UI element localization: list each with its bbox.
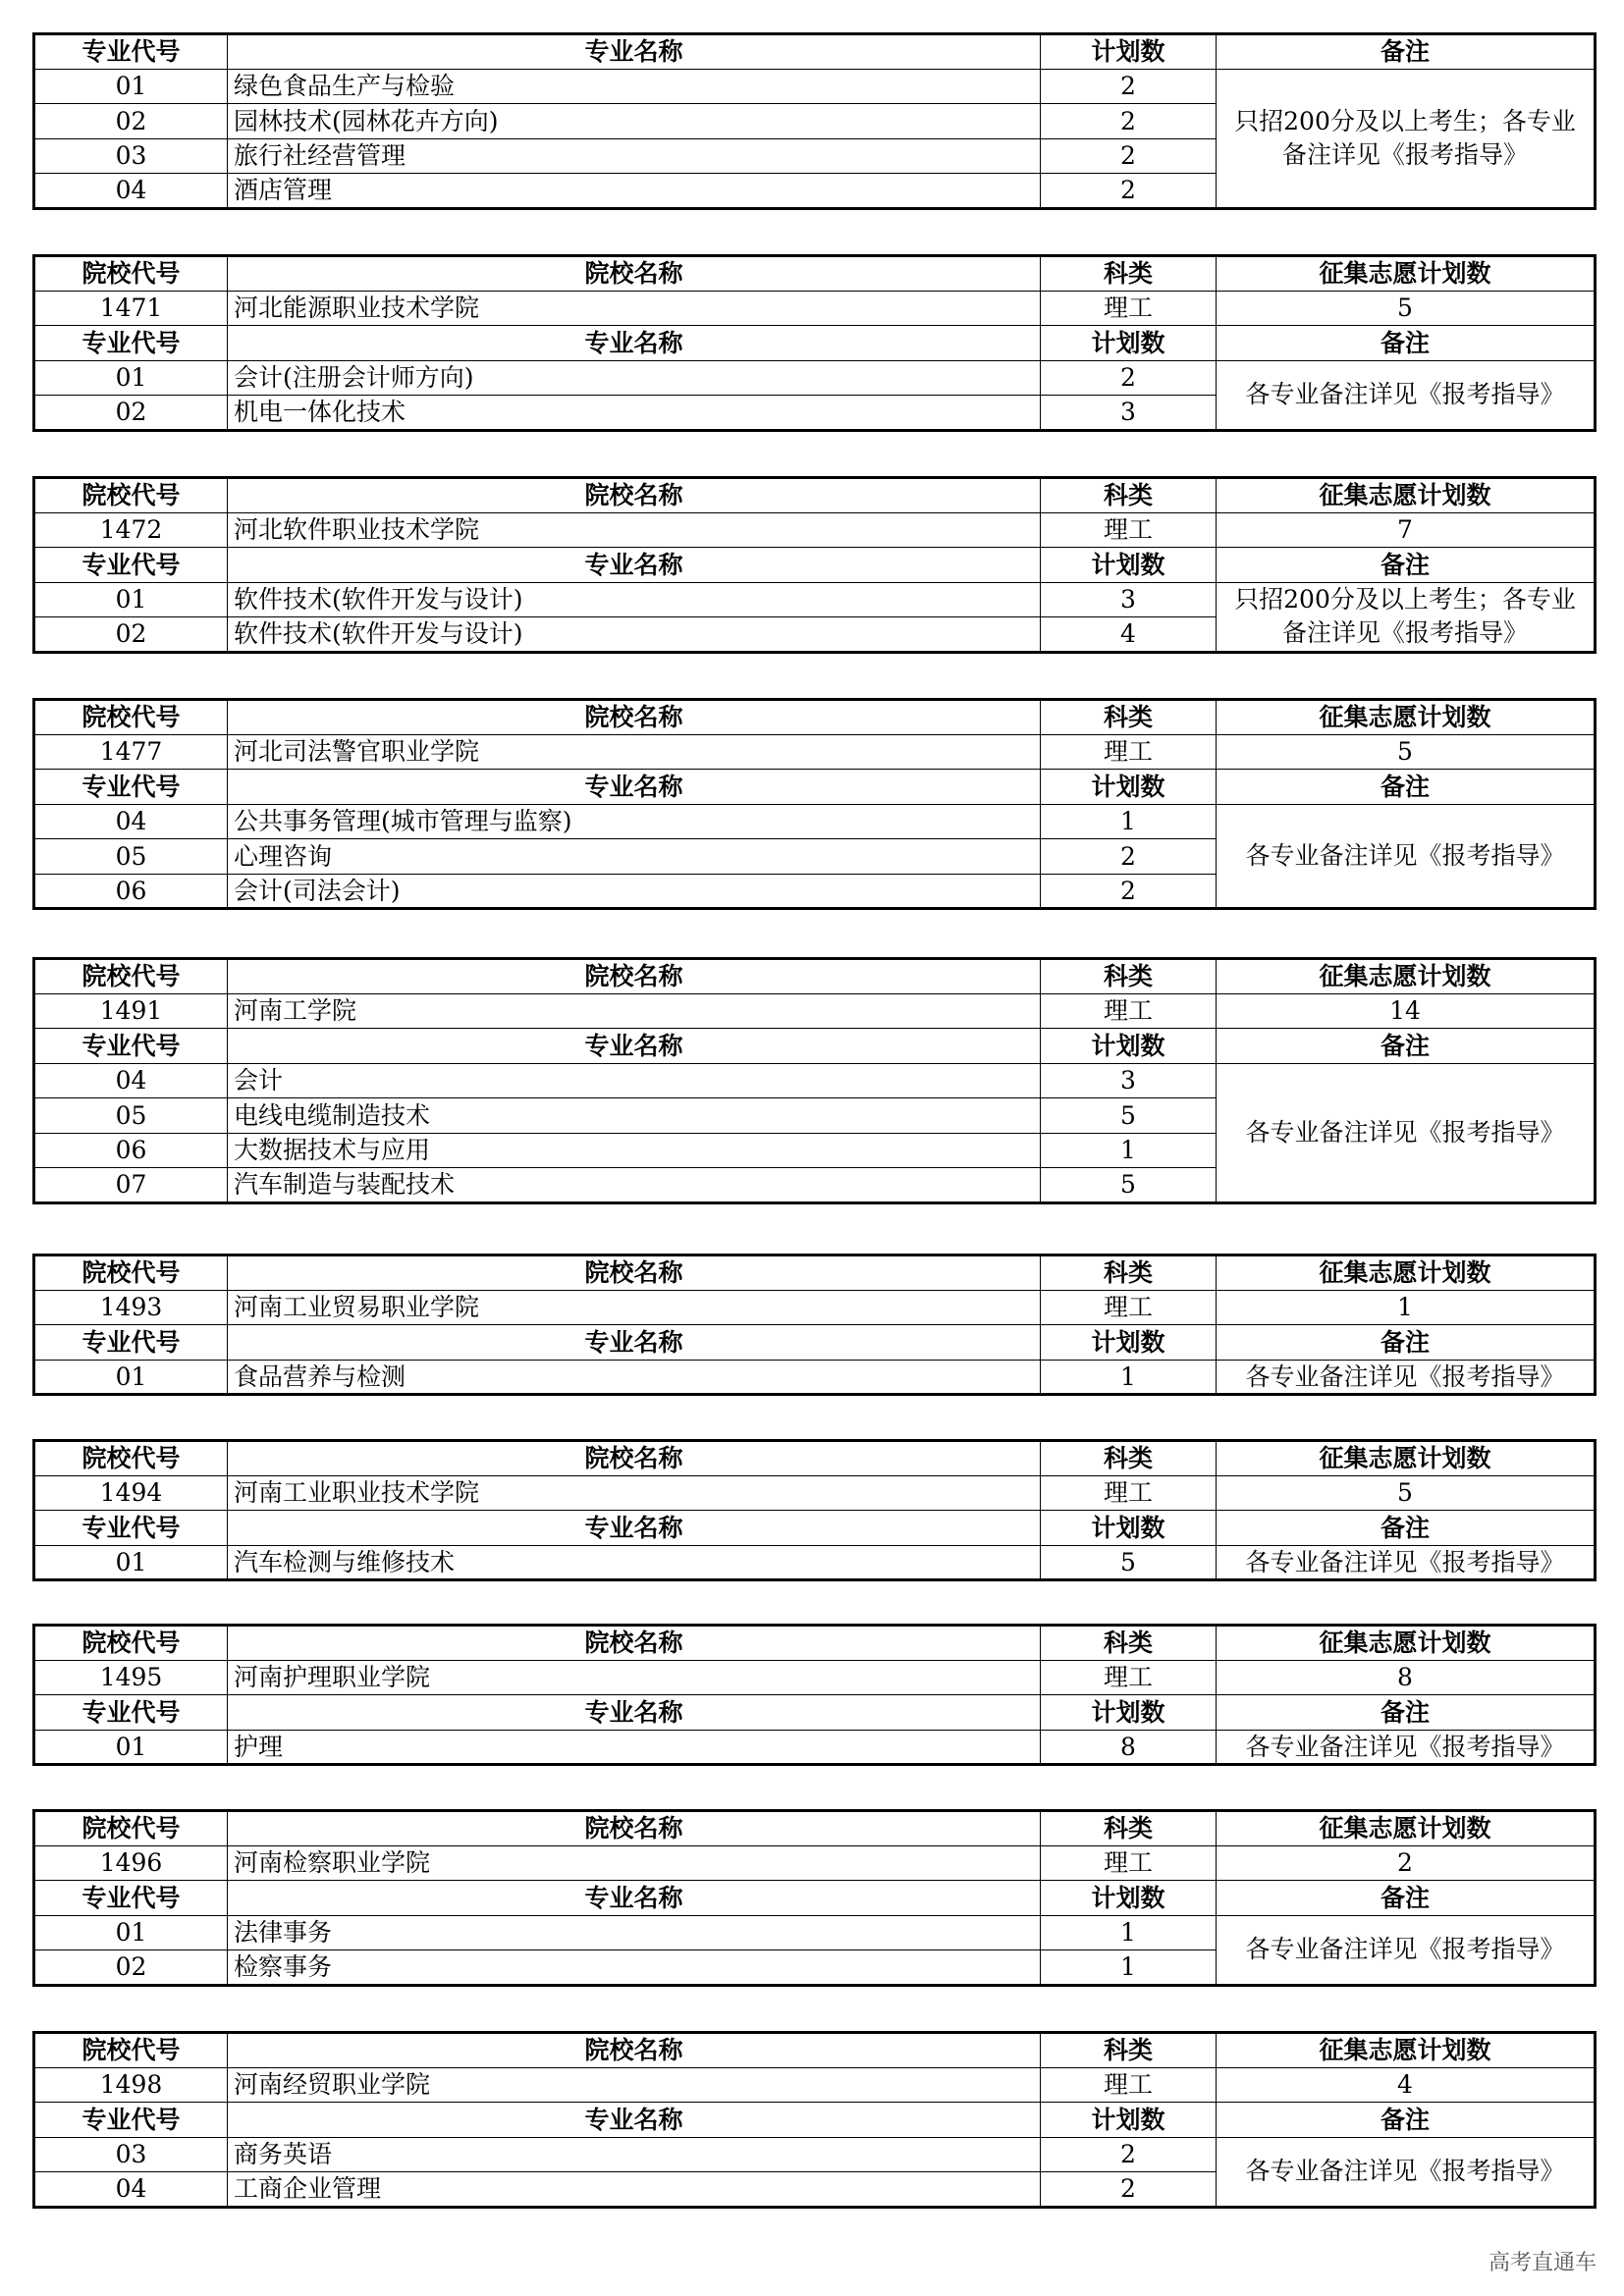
major-name: 电线电缆制造技术 [228, 1098, 1041, 1134]
category-header: 科类 [1041, 700, 1217, 735]
school-name-header: 院校名称 [228, 2033, 1041, 2068]
major-code: 04 [34, 1063, 228, 1098]
school-code-header: 院校代号 [34, 1626, 228, 1661]
school-code-header: 院校代号 [34, 1811, 228, 1846]
major-plan: 2 [1041, 69, 1217, 104]
school-name: 河北司法警官职业学院 [228, 734, 1041, 770]
school-row [34, 734, 1596, 770]
remark-header: 备注 [1217, 1695, 1596, 1731]
school-plan-total: 7 [1217, 512, 1596, 548]
major-plan: 5 [1041, 1168, 1217, 1203]
major-row [34, 582, 1596, 617]
major-plan: 2 [1041, 360, 1217, 396]
major-code: 01 [34, 1360, 228, 1395]
major-plan: 2 [1041, 2137, 1217, 2172]
school-plan-total: 8 [1217, 1660, 1596, 1695]
major-code: 02 [34, 104, 228, 139]
school-code: 1472 [34, 512, 228, 548]
remark-cell: 各专业备注详见《报考指导》 [1217, 1915, 1596, 1985]
major-row [34, 1915, 1596, 1950]
plan-total-header: 征集志愿计划数 [1217, 2033, 1596, 2068]
plan-total-header: 征集志愿计划数 [1217, 1811, 1596, 1846]
major-plan: 2 [1041, 104, 1217, 139]
plan-total-header: 征集志愿计划数 [1217, 1626, 1596, 1661]
school-name: 河南工学院 [228, 993, 1041, 1029]
remark-cell: 各专业备注详见《报考指导》 [1217, 360, 1596, 430]
school-header-row [34, 1626, 1596, 1661]
admission-block [32, 1254, 1597, 1396]
major-name: 公共事务管理(城市管理与监察) [228, 804, 1041, 839]
major-plan: 5 [1041, 1098, 1217, 1134]
major-plan: 3 [1041, 396, 1217, 431]
major-name-header: 专业名称 [228, 1695, 1041, 1731]
remark-cell: 只招200分及以上考生；各专业备注详见《报考指导》 [1217, 582, 1596, 652]
remark-cell: 各专业备注详见《报考指导》 [1217, 1545, 1596, 1580]
major-header-row [34, 1029, 1596, 1064]
admission-block [32, 1624, 1597, 1766]
school-name-header: 院校名称 [228, 1626, 1041, 1661]
remark-header: 备注 [1217, 770, 1596, 805]
major-plan: 2 [1041, 839, 1217, 875]
major-name: 软件技术(软件开发与设计) [228, 582, 1041, 617]
plan-header: 计划数 [1041, 1881, 1217, 1916]
major-name: 会计(司法会计) [228, 874, 1041, 909]
major-row [34, 360, 1596, 396]
major-name: 绿色食品生产与检验 [228, 69, 1041, 104]
major-name: 护理 [228, 1730, 1041, 1765]
category-header: 科类 [1041, 1626, 1217, 1661]
major-name-header: 专业名称 [228, 1511, 1041, 1546]
school-header-row [34, 478, 1596, 513]
major-row [34, 2137, 1596, 2172]
school-code: 1495 [34, 1660, 228, 1695]
remark-header: 备注 [1217, 1881, 1596, 1916]
remark-cell: 各专业备注详见《报考指导》 [1217, 1730, 1596, 1765]
major-code-header: 专业代号 [34, 770, 228, 805]
remark-header: 备注 [1217, 1325, 1596, 1361]
major-name: 工商企业管理 [228, 2172, 1041, 2208]
major-header-row [34, 1695, 1596, 1731]
major-code: 03 [34, 138, 228, 174]
school-category: 理工 [1041, 512, 1217, 548]
major-plan: 2 [1041, 874, 1217, 909]
school-code: 1496 [34, 1845, 228, 1881]
school-name-header: 院校名称 [228, 478, 1041, 513]
major-code-header: 专业代号 [34, 326, 228, 361]
school-plan-total: 5 [1217, 1475, 1596, 1511]
school-header-row [34, 700, 1596, 735]
major-row [34, 1545, 1596, 1580]
major-row [34, 69, 1596, 104]
school-code: 1477 [34, 734, 228, 770]
school-category: 理工 [1041, 1845, 1217, 1881]
school-code-header: 院校代号 [34, 256, 228, 292]
school-name: 河南工业职业技术学院 [228, 1475, 1041, 1511]
major-plan: 3 [1041, 1063, 1217, 1098]
remark-header: 备注 [1217, 1029, 1596, 1064]
school-name-header: 院校名称 [228, 1255, 1041, 1291]
school-code-header: 院校代号 [34, 478, 228, 513]
major-code-header: 专业代号 [34, 548, 228, 583]
school-code-header: 院校代号 [34, 959, 228, 994]
school-code: 1498 [34, 2067, 228, 2103]
plan-header: 计划数 [1041, 1695, 1217, 1731]
school-header-row [34, 1441, 1596, 1476]
major-header-row [34, 1325, 1596, 1361]
school-plan-total: 5 [1217, 291, 1596, 326]
major-code: 02 [34, 617, 228, 653]
school-row [34, 1475, 1596, 1511]
watermark: 高考直通车 [1488, 2251, 1597, 2275]
plan-header: 计划数 [1041, 770, 1217, 805]
school-row [34, 512, 1596, 548]
plan-header: 计划数 [1041, 34, 1217, 70]
major-row [34, 1730, 1596, 1765]
school-code-header: 院校代号 [34, 700, 228, 735]
major-name: 会计(注册会计师方向) [228, 360, 1041, 396]
major-code: 06 [34, 874, 228, 909]
major-header-row [34, 1511, 1596, 1546]
major-name: 检察事务 [228, 1950, 1041, 1986]
school-category: 理工 [1041, 291, 1217, 326]
major-code: 02 [34, 396, 228, 431]
major-plan: 1 [1041, 1950, 1217, 1986]
major-header-row [34, 548, 1596, 583]
school-category: 理工 [1041, 1290, 1217, 1325]
major-code-header: 专业代号 [34, 1511, 228, 1546]
major-header-row [34, 770, 1596, 805]
school-row [34, 1660, 1596, 1695]
school-category: 理工 [1041, 993, 1217, 1029]
plan-header: 计划数 [1041, 1029, 1217, 1064]
major-name-header: 专业名称 [228, 548, 1041, 583]
major-plan: 1 [1041, 804, 1217, 839]
major-plan: 4 [1041, 617, 1217, 653]
remark-cell: 只招200分及以上考生；各专业备注详见《报考指导》 [1217, 69, 1596, 208]
plan-total-header: 征集志愿计划数 [1217, 478, 1596, 513]
school-name-header: 院校名称 [228, 1811, 1041, 1846]
major-name: 机电一体化技术 [228, 396, 1041, 431]
major-plan: 2 [1041, 138, 1217, 174]
major-code: 04 [34, 804, 228, 839]
category-header: 科类 [1041, 256, 1217, 292]
school-name-header: 院校名称 [228, 1441, 1041, 1476]
major-code: 03 [34, 2137, 228, 2172]
major-name: 汽车制造与装配技术 [228, 1168, 1041, 1203]
category-header: 科类 [1041, 1255, 1217, 1291]
major-code: 05 [34, 1098, 228, 1134]
school-row [34, 1845, 1596, 1881]
major-code-header: 专业代号 [34, 1029, 228, 1064]
major-plan: 1 [1041, 1360, 1217, 1395]
major-code: 07 [34, 1168, 228, 1203]
major-code: 06 [34, 1133, 228, 1168]
school-category: 理工 [1041, 1475, 1217, 1511]
major-name: 汽车检测与维修技术 [228, 1545, 1041, 1580]
school-row [34, 291, 1596, 326]
plan-header: 计划数 [1041, 1325, 1217, 1361]
school-name: 河南经贸职业学院 [228, 2067, 1041, 2103]
major-code: 05 [34, 839, 228, 875]
remark-header: 备注 [1217, 326, 1596, 361]
school-plan-total: 4 [1217, 2067, 1596, 2103]
admission-block [32, 254, 1597, 432]
major-name: 酒店管理 [228, 174, 1041, 209]
major-name-header: 专业名称 [228, 326, 1041, 361]
remark-cell: 各专业备注详见《报考指导》 [1217, 2137, 1596, 2207]
major-row [34, 804, 1596, 839]
plan-total-header: 征集志愿计划数 [1217, 256, 1596, 292]
major-name: 法律事务 [228, 1915, 1041, 1950]
major-name: 商务英语 [228, 2137, 1041, 2172]
plan-total-header: 征集志愿计划数 [1217, 1255, 1596, 1291]
plan-total-header: 征集志愿计划数 [1217, 700, 1596, 735]
admission-block [32, 32, 1597, 210]
school-name: 河南护理职业学院 [228, 1660, 1041, 1695]
major-header-row [34, 1881, 1596, 1916]
school-code: 1471 [34, 291, 228, 326]
major-code: 01 [34, 69, 228, 104]
major-name-header: 专业名称 [228, 770, 1041, 805]
remark-header: 备注 [1217, 548, 1596, 583]
school-header-row [34, 959, 1596, 994]
school-name-header: 院校名称 [228, 700, 1041, 735]
major-plan: 8 [1041, 1730, 1217, 1765]
school-plan-total: 14 [1217, 993, 1596, 1029]
major-header-row [34, 34, 1596, 70]
major-code: 02 [34, 1950, 228, 1986]
school-category: 理工 [1041, 734, 1217, 770]
school-plan-total: 2 [1217, 1845, 1596, 1881]
school-plan-total: 5 [1217, 734, 1596, 770]
major-name: 旅行社经营管理 [228, 138, 1041, 174]
school-code-header: 院校代号 [34, 1255, 228, 1291]
school-name: 河南工业贸易职业学院 [228, 1290, 1041, 1325]
major-code-header: 专业代号 [34, 1695, 228, 1731]
admission-block [32, 1809, 1597, 1987]
major-code: 01 [34, 1545, 228, 1580]
major-plan: 1 [1041, 1133, 1217, 1168]
school-name-header: 院校名称 [228, 256, 1041, 292]
category-header: 科类 [1041, 478, 1217, 513]
major-plan: 5 [1041, 1545, 1217, 1580]
major-row [34, 1063, 1596, 1098]
admission-block [32, 2031, 1597, 2209]
remark-header: 备注 [1217, 2103, 1596, 2138]
school-code: 1494 [34, 1475, 228, 1511]
school-header-row [34, 1811, 1596, 1846]
school-row [34, 2067, 1596, 2103]
school-category: 理工 [1041, 1660, 1217, 1695]
major-name-header: 专业名称 [228, 1325, 1041, 1361]
remark-header: 备注 [1217, 34, 1596, 70]
school-name: 河北软件职业技术学院 [228, 512, 1041, 548]
school-header-row [34, 256, 1596, 292]
category-header: 科类 [1041, 1441, 1217, 1476]
major-name: 食品营养与检测 [228, 1360, 1041, 1395]
major-name-header: 专业名称 [228, 34, 1041, 70]
plan-header: 计划数 [1041, 2103, 1217, 2138]
major-row [34, 1360, 1596, 1395]
major-name: 园林技术(园林花卉方向) [228, 104, 1041, 139]
major-code: 01 [34, 1915, 228, 1950]
major-header-row [34, 326, 1596, 361]
school-row [34, 1290, 1596, 1325]
remark-cell: 各专业备注详见《报考指导》 [1217, 1063, 1596, 1202]
category-header: 科类 [1041, 959, 1217, 994]
admission-block [32, 957, 1597, 1204]
major-name-header: 专业名称 [228, 2103, 1041, 2138]
category-header: 科类 [1041, 1811, 1217, 1846]
major-code: 01 [34, 582, 228, 617]
remark-cell: 各专业备注详见《报考指导》 [1217, 1360, 1596, 1395]
major-code-header: 专业代号 [34, 1325, 228, 1361]
remark-header: 备注 [1217, 1511, 1596, 1546]
major-plan: 1 [1041, 1915, 1217, 1950]
school-code: 1493 [34, 1290, 228, 1325]
major-code-header: 专业代号 [34, 34, 228, 70]
major-code-header: 专业代号 [34, 2103, 228, 2138]
plan-header: 计划数 [1041, 1511, 1217, 1546]
school-header-row [34, 2033, 1596, 2068]
admission-block [32, 1439, 1597, 1581]
plan-total-header: 征集志愿计划数 [1217, 959, 1596, 994]
school-name: 河北能源职业技术学院 [228, 291, 1041, 326]
major-plan: 2 [1041, 174, 1217, 209]
major-name: 心理咨询 [228, 839, 1041, 875]
major-code: 04 [34, 2172, 228, 2208]
admission-block [32, 698, 1597, 910]
admission-block [32, 476, 1597, 654]
school-row [34, 993, 1596, 1029]
school-header-row [34, 1255, 1596, 1291]
school-code: 1491 [34, 993, 228, 1029]
major-name-header: 专业名称 [228, 1029, 1041, 1064]
category-header: 科类 [1041, 2033, 1217, 2068]
school-code-header: 院校代号 [34, 1441, 228, 1476]
major-code: 01 [34, 1730, 228, 1765]
major-code: 01 [34, 360, 228, 396]
school-category: 理工 [1041, 2067, 1217, 2103]
major-name: 大数据技术与应用 [228, 1133, 1041, 1168]
school-code-header: 院校代号 [34, 2033, 228, 2068]
plan-header: 计划数 [1041, 326, 1217, 361]
major-name: 软件技术(软件开发与设计) [228, 617, 1041, 653]
plan-header: 计划数 [1041, 548, 1217, 583]
major-plan: 3 [1041, 582, 1217, 617]
plan-total-header: 征集志愿计划数 [1217, 1441, 1596, 1476]
major-header-row [34, 2103, 1596, 2138]
major-code: 04 [34, 174, 228, 209]
major-plan: 2 [1041, 2172, 1217, 2208]
school-name-header: 院校名称 [228, 959, 1041, 994]
school-plan-total: 1 [1217, 1290, 1596, 1325]
major-name-header: 专业名称 [228, 1881, 1041, 1916]
remark-cell: 各专业备注详见《报考指导》 [1217, 804, 1596, 909]
major-code-header: 专业代号 [34, 1881, 228, 1916]
school-name: 河南检察职业学院 [228, 1845, 1041, 1881]
major-name: 会计 [228, 1063, 1041, 1098]
